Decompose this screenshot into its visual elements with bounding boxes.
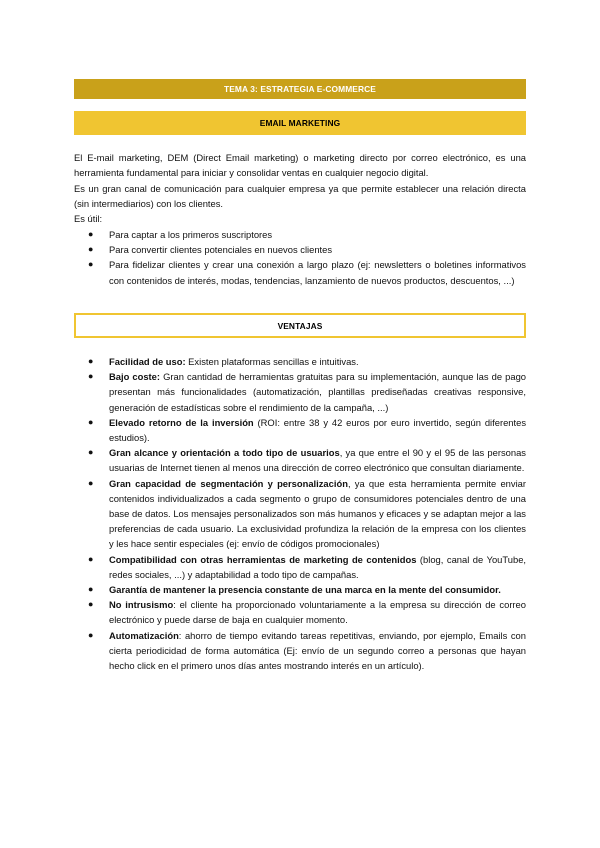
bullet-icon: ●: [88, 447, 94, 458]
list-item-text: Para convertir clientes potenciales en nuevos clientes: [109, 244, 333, 256]
list-item: [74, 369, 526, 415]
list-item: [74, 582, 526, 597]
advantage-title: Facilidad de uso:: [109, 356, 186, 367]
bullet-icon: ●: [88, 259, 94, 270]
advantage-title: Automatización: [109, 629, 179, 641]
useful-label: Es útil:: [74, 213, 103, 224]
bullet-icon: ●: [88, 599, 94, 610]
bullet-icon: ●: [88, 244, 94, 255]
advantage-text: : el cliente ha proporcionado voluntariamente a la empresa su dirección de correo electrónico y puede darse de baja en cualquier momento.: [109, 599, 526, 626]
intro-paragraph-2: Es un gran canal de comunicación para cualquier empresa ya que permite establecer una relación directa (sin intermediarios) con los clientes.: [74, 183, 526, 210]
advantage-text: (blog, canal de YouTube, redes sociales, ...) y adaptabilidad a todo tipo de campañas.: [109, 553, 527, 580]
bullet-icon: ●: [88, 629, 94, 640]
advantage-title: No intrusismo: [109, 599, 174, 611]
list-item: [74, 445, 526, 475]
list-item: [74, 628, 526, 674]
list-item: [74, 476, 526, 552]
advantage-text: , ya que entre el 90 y el 95 de las personas usuarias de Internet tienen al menos una dirección de correo electrónico que consultan diariamente.: [109, 447, 526, 474]
bullet-icon: ●: [88, 229, 94, 239]
bullet-icon: ●: [88, 477, 94, 488]
list-item: [74, 242, 526, 257]
advantage-title: Garantía de mantener la presencia constante de una marca en la mente del consumidor.: [109, 584, 501, 596]
list-item: [74, 415, 526, 445]
advantage-title: Bajo coste:: [109, 371, 161, 383]
topic-title: TEMA 3: ESTRATEGIA E-COMMERCE: [224, 84, 376, 94]
topic-title-band: [74, 79, 526, 99]
advantage-text: Gran cantidad de herramientas gratuitas para su implementación, aunque las de pago presentan más funcionalidades (automatización, plantillas prediseñadas creativas responsive, generación de estadísticas sobre el rendimiento de la campaña, ...): [109, 371, 526, 413]
bullet-icon: ●: [88, 584, 94, 595]
uses-list: [74, 227, 526, 288]
advantages-title-band: [74, 313, 526, 338]
advantage-text: (ROI: entre 38 y 42 euros por euro invertido, según diferentes estudios).: [109, 416, 527, 444]
advantage-title: Compatibilidad con otras herramientas de marketing de contenidos: [109, 553, 417, 565]
bullet-icon: ●: [88, 553, 94, 564]
intro-paragraph-1: El E-mail marketing, DEM (Direct Email marketing) o marketing directo por correo electrónico, es una herramienta fundamental para iniciar y consolidar ventas en cualquier negocio digital.: [74, 152, 526, 179]
bullet-icon: ●: [88, 371, 94, 382]
advantages-list: [74, 354, 526, 673]
section-title-band: [74, 111, 526, 135]
list-item-text: Para fidelizar clientes y crear una conexión a largo plazo (ej: newsletters o boletines informativos con contenidos de interés, modas, tendencias, lanzamiento de nuevos productos, descuentos, ...): [109, 259, 526, 286]
advantage-title: Elevado retorno de la inversión: [109, 416, 254, 428]
list-item: [74, 597, 526, 627]
advantage-text: Existen plataformas sencillas e intuitivas.: [185, 356, 359, 367]
advantage-text: , ya que esta herramienta permite enviar contenidos individualizados a cada segmento o grupo de consumidores potenciales dentro de una base de datos. Los mensajes personalizados son más humanos y eficaces y se adaptan mejor a las preferencias de cada usuario. La exclusividad profundiza la relación de la empresa con los clientes y les hace sentir especiales (ej: envío de códigos promocionales): [109, 477, 526, 550]
list-item: [74, 552, 526, 582]
section-title: EMAIL MARKETING: [259, 118, 341, 128]
advantage-title: Gran capacidad de segmentación y personalización: [109, 477, 348, 489]
advantage-title: Gran alcance y orientación a todo tipo de usuarios: [109, 447, 340, 459]
bullet-icon: ●: [88, 416, 94, 427]
list-item: [74, 354, 526, 369]
advantage-text: : ahorro de tiempo evitando tareas repetitivas, enviando, por ejemplo, Emails con cierta periodicidad de forma automática (Ej: envío de un segundo correo a personas que hayan hecho click en el primero unos días antes mostrando interés en un artículo).: [109, 629, 526, 672]
advantages-title: VENTAJAS: [277, 320, 323, 331]
list-item-text: Para captar a los primeros suscriptores: [109, 229, 273, 240]
list-item: [74, 227, 526, 242]
list-item: [74, 257, 526, 287]
bullet-icon: ●: [88, 356, 94, 366]
